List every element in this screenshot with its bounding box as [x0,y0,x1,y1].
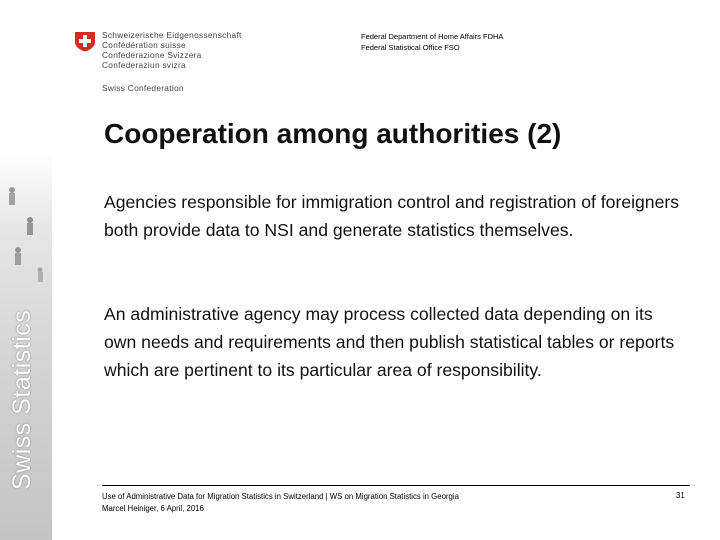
confederation-line: Confederazione Svizzera [102,50,202,60]
confederation-line: Confederaziun svizra [102,60,186,70]
body-paragraph: Agencies responsible for immigration control and registration of foreigners both provide data to NSI and generate statistics themselves. [104,192,680,240]
crowd-photo [0,160,52,300]
department-block [361,31,503,53]
swiss-flag-icon [74,30,96,52]
footer-title: Use of Administrative Data for Migration Statistics in Switzerland | WS on Migration Statistics in Georgia [102,492,459,501]
slide-title: Cooperation among authorities (2) [104,118,562,149]
page-number: 31 [676,491,685,500]
confederation-line: Schweizerische Eidgenossenschaft [102,30,242,40]
body-paragraph: An administrative agency may process collected data depending on its own needs and requirements and then publish statistical tables or reports which are pertinent to its particular area of responsibility. [104,304,675,380]
confederation-names [102,30,242,70]
footer-text [102,491,459,515]
department-name: Federal Department of Home Affairs FDHA [361,32,504,41]
swiss-statistics-brand: Swiss Statistics [8,309,36,490]
confederation-en: Swiss Confederation [102,83,184,93]
footer-divider [102,485,690,486]
footer-author-date: Marcel Heiniger, 6 April, 2016 [102,504,204,513]
office-name: Federal Statistical Office FSO [361,43,460,52]
confederation-line: Confédération suisse [102,40,186,50]
